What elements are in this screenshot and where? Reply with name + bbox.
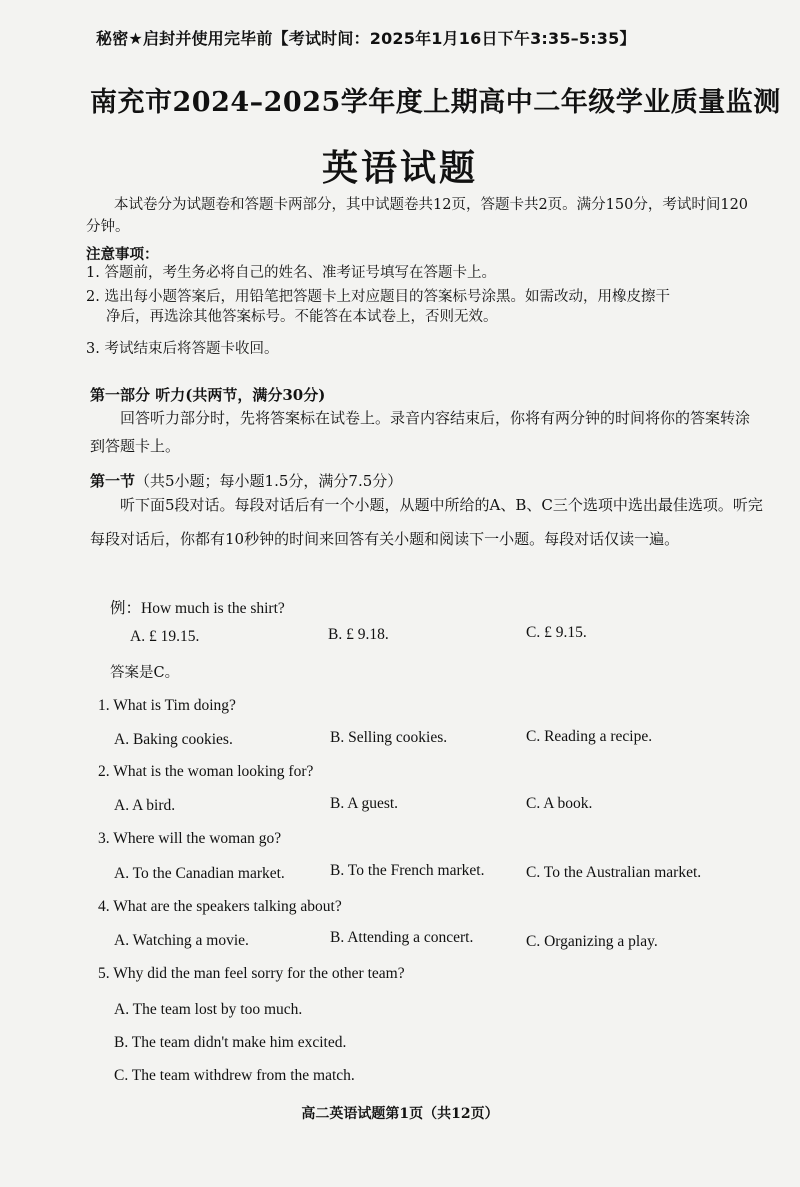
- question-2: 2. What is the woman looking for?: [98, 763, 314, 780]
- q3-option-b: B. To the French market.: [330, 862, 485, 879]
- notice-item-2: 2. 选出每小题答案后，用铅笔把答题卡上对应题目的答案标号涂黑。如需改动，用橡皮擦干: [86, 289, 670, 305]
- intro-paragraph: 本试卷分为试题卷和答题卡两部分，其中试题卷共12页，答题卡共2页。满分150分，考试时间120分钟。: [86, 197, 749, 235]
- question-1: 1. What is Tim doing?: [98, 697, 236, 714]
- part1-instruction: 回答听力部分时，先将答案标在试卷上。录音内容结束后，你将有两分钟的时间将你的答案转涂到答题卡上。: [90, 409, 751, 455]
- q1-option-c: C. Reading a recipe.: [526, 728, 653, 745]
- subject-title: 英语试题: [321, 147, 478, 189]
- notice-title: 注意事项：: [86, 246, 159, 263]
- q4-option-c: C. Organizing a play.: [526, 933, 658, 950]
- part1-title: 第一部分 听力(共两节，满分30分): [90, 386, 326, 404]
- question-4: 4. What are the speakers talking about?: [98, 898, 342, 915]
- example-option-b: B. £ 9.18.: [328, 626, 389, 643]
- q5-option-b: B. The team didn't make him excited.: [114, 1034, 347, 1051]
- section1-title: 第一节: [90, 472, 136, 490]
- notice-item-3: 3. 考试结束后将答题卡收回。: [86, 341, 279, 357]
- question-3: 3. Where will the woman go?: [98, 830, 282, 847]
- section1-meta: （共5小题；每小题1.5分，满分7.5分）: [135, 472, 403, 490]
- q4-option-b: B. Attending a concert.: [330, 929, 474, 946]
- q2-option-a: A. A bird.: [114, 797, 176, 814]
- example-option-a: A. £ 19.15.: [130, 628, 200, 645]
- notice-item-1: 1. 答题前，考生务必将自己的姓名、准考证号填写在答题卡上。: [86, 265, 496, 281]
- q3-option-a: A. To the Canadian market.: [114, 865, 285, 882]
- example-answer: 答案是C。: [110, 665, 180, 681]
- q1-option-a: A. Baking cookies.: [114, 731, 233, 748]
- q4-option-a: A. Watching a movie.: [114, 932, 249, 949]
- section1-instruction: 听下面5段对话。每段对话后有一个小题，从题中所给的A、B、C三个选项中选出最佳选项。听完每段对话后，你都有10秒钟的时间来回答有关小题和阅读下一小题。每段对话仅读一遍。: [90, 496, 763, 548]
- q2-option-c: C. A book.: [526, 795, 593, 812]
- q5-option-c: C. The team withdrew from the match.: [114, 1067, 355, 1084]
- page-footer: 高二英语试题第1页（共12页）: [301, 1106, 499, 1122]
- confidential-exam-time-line: 秘密★启封并使用完毕前【考试时间：2025年1月16日下午3:35–5:35】: [96, 29, 636, 48]
- q2-option-b: B. A guest.: [330, 795, 399, 812]
- notice-item-2-continued: 净后，再选涂其他答案标号。不能答在本试卷上，否则无效。: [106, 309, 498, 325]
- question-5: 5. Why did the man feel sorry for the other team?: [98, 965, 405, 982]
- q1-option-b: B. Selling cookies.: [330, 729, 448, 746]
- example-question: 例：How much is the shirt?: [110, 600, 285, 617]
- q3-option-c: C. To the Australian market.: [526, 864, 702, 881]
- q5-option-a: A. The team lost by too much.: [114, 1001, 303, 1018]
- example-option-c: C. £ 9.15.: [526, 624, 587, 641]
- exam-title: 南充市2024–2025学年度上期高中二年级学业质量监测: [90, 87, 781, 118]
